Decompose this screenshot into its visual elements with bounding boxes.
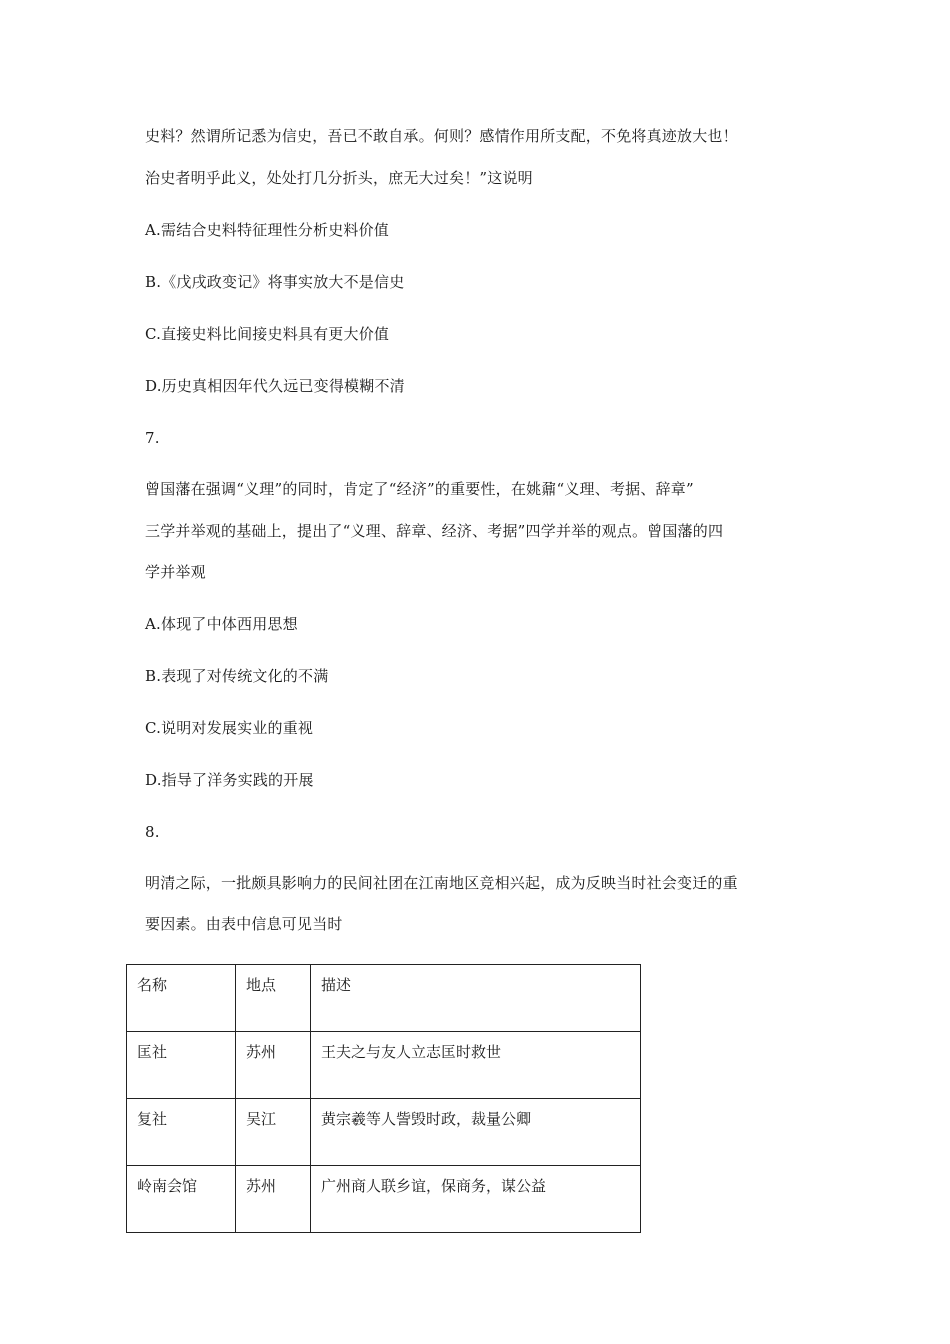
q6-option-a: A.需结合史料特征理性分析史料价值 bbox=[145, 221, 390, 239]
q7-option-d: D.指导了洋务实践的开展 bbox=[145, 771, 314, 789]
table-cell-description: 广州商人联乡谊，保商务，谋公益 bbox=[311, 1166, 641, 1233]
table-cell-name: 岭南会馆 bbox=[127, 1166, 236, 1233]
q7-option-a: A.体现了中体西用思想 bbox=[145, 615, 298, 633]
table-cell-place: 吴江 bbox=[236, 1099, 311, 1166]
table-cell-name: 复社 bbox=[127, 1099, 236, 1166]
table-cell-description: 黄宗羲等人訾毁时政，裁量公卿 bbox=[311, 1099, 641, 1166]
q7-option-b: B.表现了对传统文化的不满 bbox=[145, 667, 329, 685]
table-cell-place: 苏州 bbox=[236, 1166, 311, 1233]
q6-stem-line-2: 治史者明乎此义，处处打几分折头，庶无大过矣！”这说明 bbox=[145, 169, 533, 187]
q6-option-d: D.历史真相因年代久远已变得模糊不清 bbox=[145, 377, 405, 395]
table-cell-name: 匡社 bbox=[127, 1032, 236, 1099]
table-cell-description: 王夫之与友人立志匡时救世 bbox=[311, 1032, 641, 1099]
q6-option-c: C.直接史料比间接史料具有更大价值 bbox=[145, 325, 390, 343]
table-header-name: 名称 bbox=[127, 965, 236, 1032]
q8-stem-line-2: 要因素。由表中信息可见当时 bbox=[145, 915, 343, 933]
society-table bbox=[126, 964, 641, 1233]
q6-option-b: B.《戊戌政变记》将事实放大不是信史 bbox=[145, 273, 405, 291]
table-cell-place: 苏州 bbox=[236, 1032, 311, 1099]
q7-stem-line-2: 三学并举观的基础上，提出了“义理、辞章、经济、考据”四学并举的观点。曾国藩的四 bbox=[145, 522, 724, 540]
table-header-row bbox=[127, 965, 641, 1032]
q6-stem-line-1: 史料？然谓所记悉为信史，吾已不敢自承。何则？感情作用所支配，不免将真迹放大也！ bbox=[145, 127, 738, 145]
q7-stem-line-3: 学并举观 bbox=[145, 563, 206, 581]
q7-number: 7. bbox=[145, 429, 160, 447]
q8-stem-line-1: 明清之际，一批颇具影响力的民间社团在江南地区竞相兴起，成为反映当时社会变迁的重 bbox=[145, 874, 738, 892]
table-row bbox=[127, 1166, 641, 1233]
table-header-description: 描述 bbox=[311, 965, 641, 1032]
table-row bbox=[127, 1099, 641, 1166]
table-header-place: 地点 bbox=[236, 965, 311, 1032]
q8-number: 8. bbox=[145, 823, 160, 841]
q7-stem-line-1: 曾国藩在强调“义理”的同时，肯定了“经济”的重要性，在姚鼐“义理、考据、辞章” bbox=[145, 480, 694, 498]
table-row bbox=[127, 1032, 641, 1099]
q7-option-c: C.说明对发展实业的重视 bbox=[145, 719, 314, 737]
